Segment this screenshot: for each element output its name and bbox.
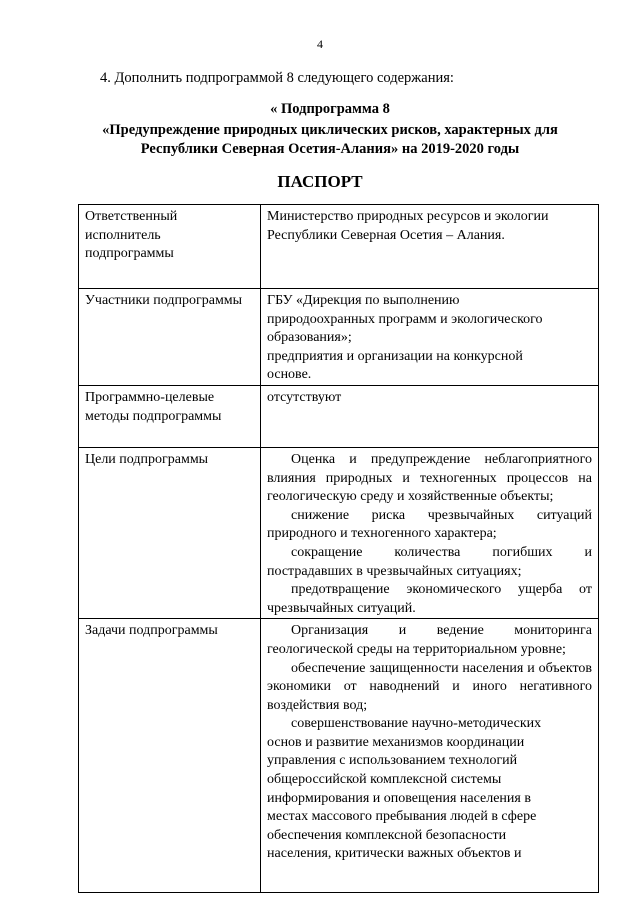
label-line: Задачи подпрограммы — [85, 623, 218, 639]
value-line: Республики Северная Осетия – Алания. — [267, 227, 505, 243]
row-value-methods — [261, 385, 599, 447]
task-line: населения, критически важных объектов и — [267, 846, 522, 862]
task-line: общероссийской комплексной системы — [267, 772, 502, 788]
page-number: 4 — [317, 37, 323, 51]
label-line: Цели подпрограммы — [85, 451, 209, 467]
label-line: подпрограммы — [85, 246, 174, 262]
table-row — [79, 447, 599, 618]
value-line: отсутствуют — [267, 389, 342, 405]
row-value-tasks — [261, 619, 599, 893]
task-line: основ и развитие механизмов координации — [267, 734, 525, 750]
task-line: управления с использованием технологий — [267, 753, 518, 769]
subprogram-heading-line-3: Республики Северная Осетия-Алания» на 2019-2020 годы — [140, 141, 520, 157]
row-value-goals — [261, 447, 599, 618]
subprogram-heading-line-1: « Подпрограмма 8 — [270, 101, 390, 117]
label-line: исполнитель — [85, 227, 161, 243]
task-paragraph: обеспечение защищенности населения и объектов экономики от наводнений и иного негативного воздействия вод; — [267, 660, 592, 713]
row-label-goals — [79, 447, 261, 618]
row-label-tasks — [79, 619, 261, 893]
table-row — [79, 385, 599, 447]
label-line: Участники подпрограммы — [85, 293, 243, 308]
row-value-participants — [261, 289, 599, 386]
task-line: совершенствование научно-методических — [291, 716, 542, 732]
value-line: природоохранных программ и экологического — [267, 311, 543, 327]
value-line: образования»; — [267, 330, 352, 346]
value-line: предприятия и организации на конкурсной — [267, 348, 523, 364]
goal-paragraph: снижение риска чрезвычайных ситуаций природного и техногенного характера; — [267, 507, 592, 542]
table-row — [79, 619, 599, 893]
row-label-methods — [79, 385, 261, 447]
value-line: основе. — [267, 367, 312, 383]
task-line: местах массового пребывания людей в сфере — [267, 809, 537, 825]
goal-paragraph: Оценка и предупреждение неблагоприятного влияния природных и техногенных процессов на геологическую среду и хозяйственные объекты; — [267, 451, 592, 505]
table-row — [79, 205, 599, 289]
label-line: Ответственный — [85, 209, 178, 224]
row-value-responsible — [261, 205, 599, 289]
value-line: Министерство природных ресурсов и экологии — [267, 209, 549, 224]
passport-title: ПАСПОРТ — [277, 172, 363, 191]
passport-table — [78, 204, 599, 893]
subprogram-heading-line-2: «Предупреждение природных циклических рисков, характерных для — [102, 122, 558, 138]
value-line: ГБУ «Дирекция по выполнению — [267, 293, 460, 308]
label-line: Программно-целевые — [85, 389, 215, 405]
goal-paragraph: предотвращение экономического ущерба от чрезвычайных ситуаций. — [267, 582, 592, 616]
row-label-participants — [79, 289, 261, 386]
intro-paragraph: 4. Дополнить подпрограммой 8 следующего содержания: — [100, 70, 454, 86]
row-label-responsible — [79, 205, 261, 289]
goal-paragraph: сокращение количества погибших и пострадавших в чрезвычайных ситуациях; — [267, 544, 592, 579]
task-line: информирования и оповещения населения в — [267, 790, 531, 806]
label-line: методы подпрограммы — [85, 408, 222, 424]
table-row — [79, 289, 599, 386]
task-paragraph: Организация и ведение мониторинга геологической среды на территориальном уровне; — [267, 623, 592, 657]
task-line: обеспечения комплексной безопасности — [267, 827, 507, 843]
